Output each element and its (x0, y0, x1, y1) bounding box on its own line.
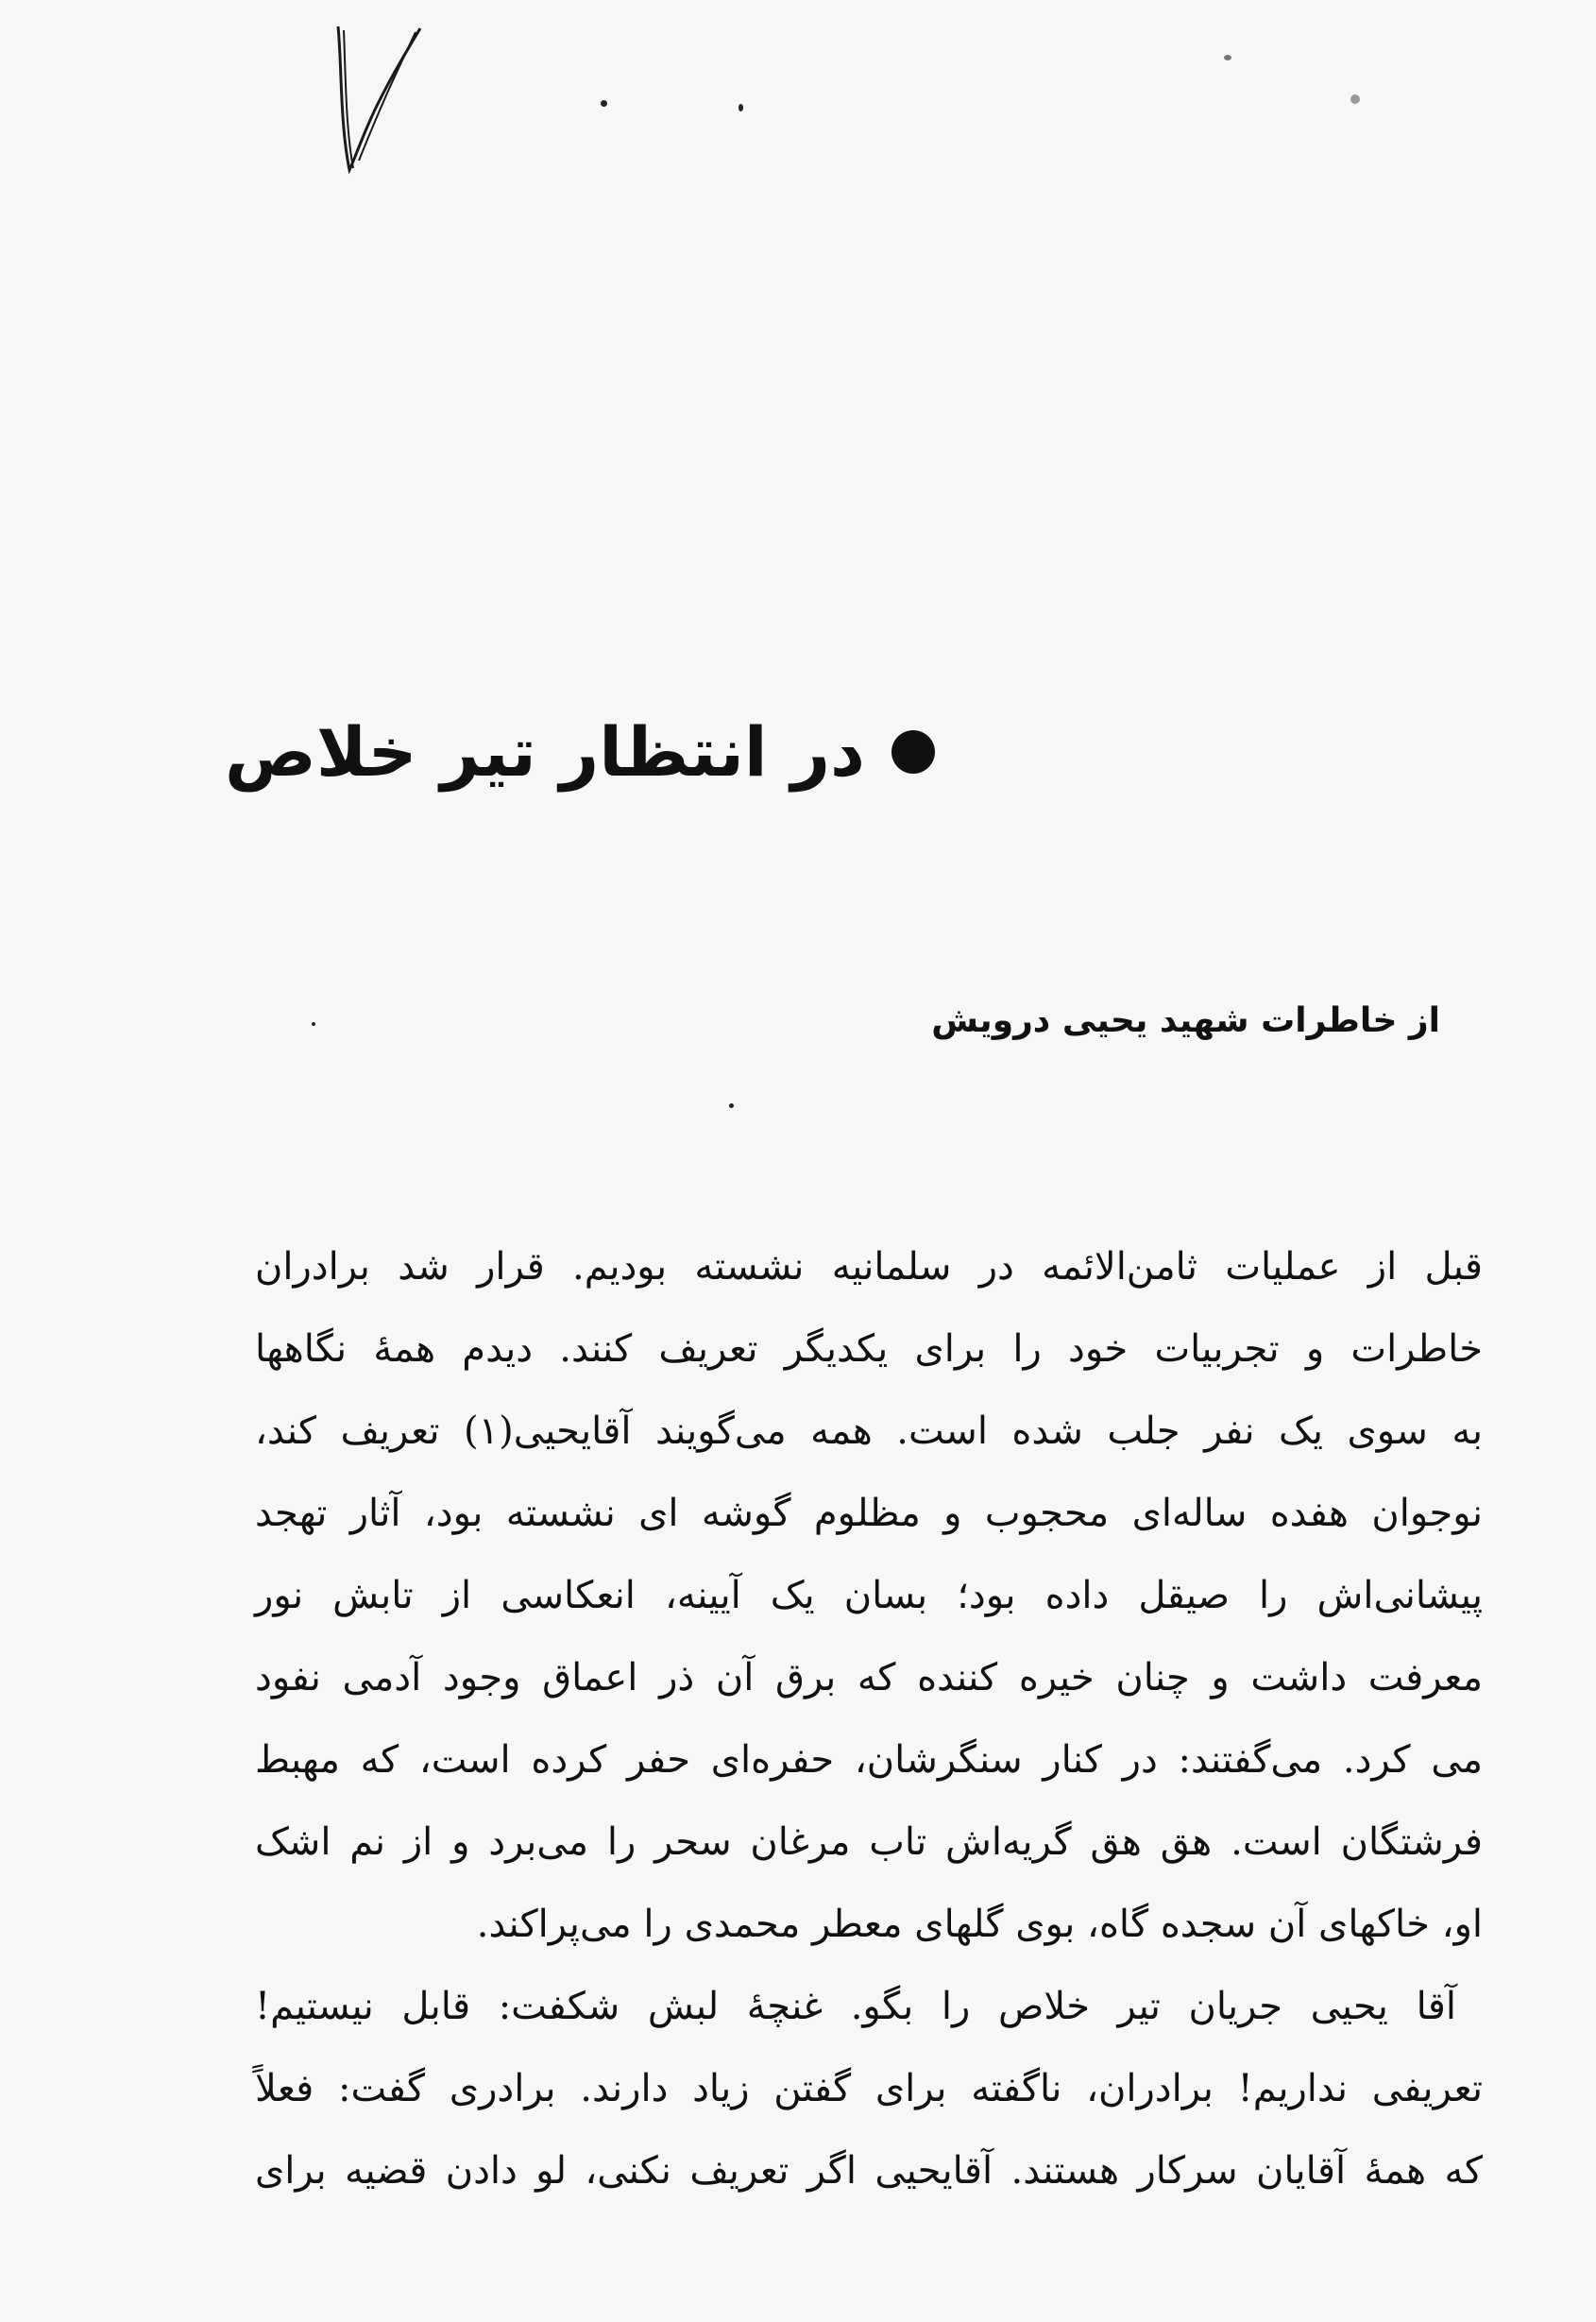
speck (729, 1103, 734, 1108)
title-text: در انتظار تیر خلاص (225, 712, 865, 792)
speck (1350, 94, 1360, 104)
text-line: تعریفی نداریم! برادران، ناگفته برای گفتن زیاد دارند. برادری گفت: فعلاً (255, 2067, 1483, 2110)
text-line: نوجوان هفده ساله‌ای محجوب و مظلوم گوشه ای نشسته بود، آثار تهجد (255, 1492, 1483, 1535)
page-title (225, 712, 935, 792)
text-line: پیشانی‌اش را صیقل داده بود؛ بسان یک آیینه، انعکاسی از تابش نور (255, 1574, 1483, 1617)
text-line: او، خاکهای آن سجده گاه، بوی گلهای معطر محمدی را می‌پراکند. (476, 1903, 1483, 1946)
text-line: فرشتگان است. هق هق گریه‌اش تاب مرغان سحر را می‌برد و از نم اشک (255, 1820, 1483, 1864)
text-line: خاطرات و تجربیات خود را برای یکدیگر تعریف کنند. دیدم همهٔ نگاهها (255, 1327, 1483, 1371)
speck (1224, 55, 1231, 60)
text-line: که همهٔ آقایان سرکار هستند. آقایحیی اگر تعریف نکنی، لو دادن قضیه برای (255, 2149, 1483, 2193)
subtitle: از خاطرات شهید یحیی درویش (931, 1001, 1440, 1040)
text-line: آقا یحیی جریان تیر خلاص را بگو. غنچهٔ لبش شکفت: قابل نیستیم! (255, 1985, 1456, 2028)
speck (739, 104, 743, 111)
text-line: معرفت داشت و چنان خیره کننده که برق آن ذر اعماق وجود آدمی نفود (255, 1656, 1483, 1699)
body-text (255, 1226, 1483, 2212)
text-line: به سوی یک نفر جلب شده است. همه می‌گویند آقایحیی(۱) تعریف کند، (255, 1409, 1484, 1453)
text-line: می کرد. می‌گفتند: در کنار سنگرشان، حفره‌ای حفر کرده است، که مهبط (255, 1738, 1483, 1782)
bullet-icon (891, 730, 935, 774)
handwritten-mark (321, 19, 434, 179)
speck (601, 100, 607, 107)
speck (312, 1022, 315, 1026)
text-line: قبل از عملیات ثامن‌الائمه در سلمانیه نشسته بودیم. قرار شد برادران (255, 1245, 1483, 1289)
